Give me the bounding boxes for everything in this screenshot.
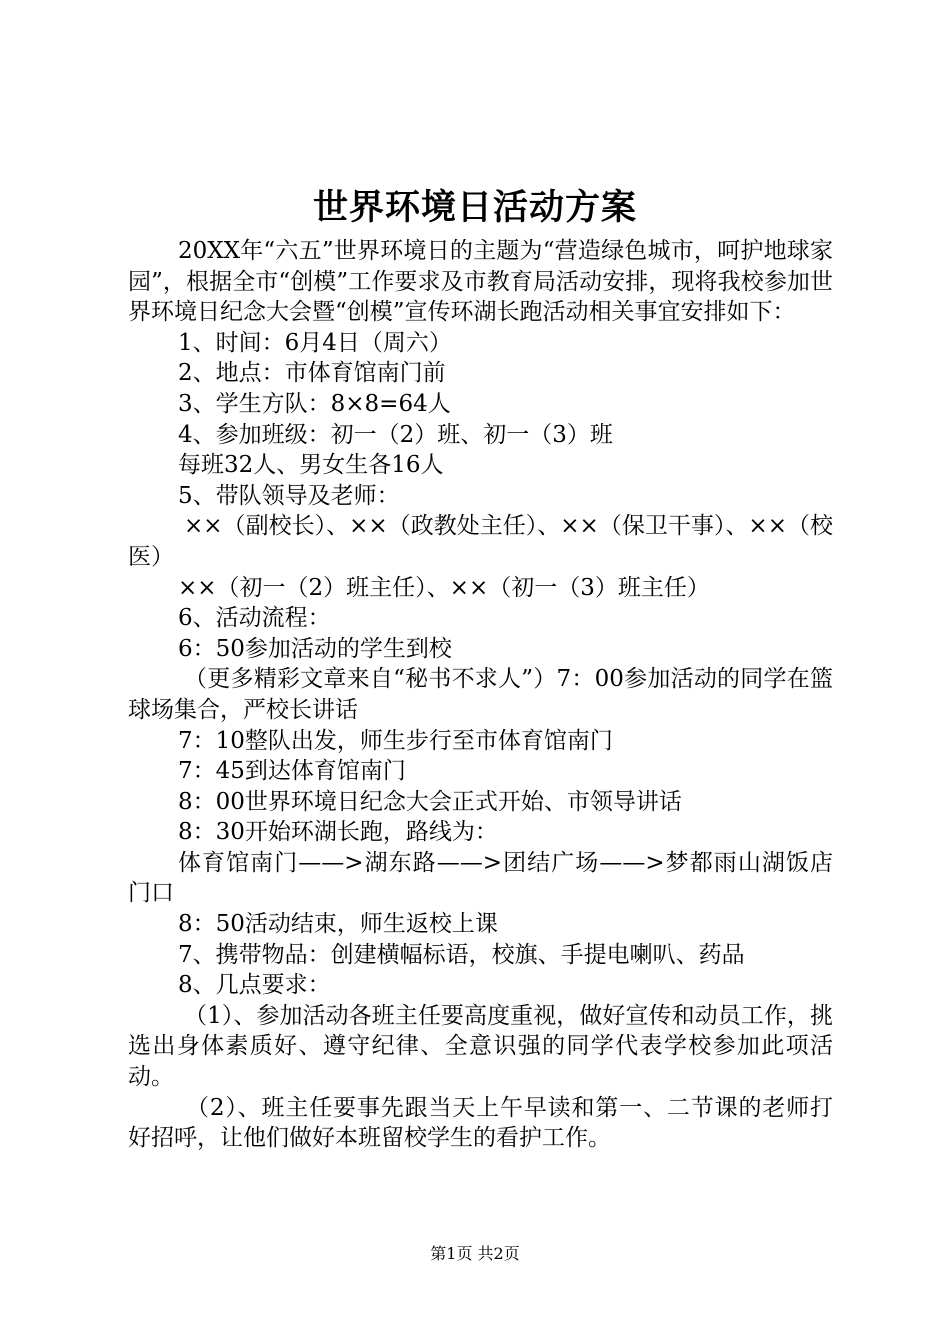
schedule-0745: 7：45到达体育馆南门 [178, 758, 406, 785]
item-supplies: 7、携带物品：创建横幅标语，校旗、手提电喇叭、药品 [178, 941, 745, 968]
schedule-0700: （更多精彩文章来自“秘书不求人”）7：00参加活动的同学在篮球场集合，严校长讲话 [128, 666, 833, 723]
schedule-0800: 8：00世界环境日纪念大会正式开始、市领导讲话 [178, 788, 682, 815]
leaders-list-1: ××（副校长）、××（政教处主任）、××（保卫干事）、××（校医） [128, 513, 833, 570]
route: 体育馆南门——>湖东路——>团结广场——>梦都雨山湖饭店门口 [128, 849, 833, 907]
page-number: 第1页 共2页 [430, 1244, 520, 1263]
schedule-0710: 7：10整队出发，师生步行至市体育馆南门 [178, 727, 613, 754]
requirement-1: （1）、参加活动各班主任要高度重视，做好宣传和动员工作，挑选出身体素质好、遵守纪律、全意识强的同学代表学校参加此项活动。 [128, 1002, 833, 1091]
schedule-0650: 6：50参加活动的学生到校 [178, 635, 452, 662]
requirement-2: （2）、班主任要事先跟当天上午早读和第一、二节课的老师打好招呼，让他们做好本班留校学生的看护工作。 [128, 1094, 833, 1152]
schedule-0850: 8：50活动结束，师生返校上课 [178, 911, 498, 938]
intro-paragraph: 20XX年“六五”世界环境日的主题为“营造绿色城市，呵护地球家园”，根据全市“创模”工作要求及市教育局活动安排，现将我校参加世界环境日纪念大会暨“创模”宣传环湖长跑活动相关事宜安排如下： [128, 238, 833, 326]
item-time: 1、时间：6月4日（周六） [178, 329, 452, 356]
item-leaders: 5、带队领导及老师： [178, 482, 400, 509]
item-classes: 4、参加班级：初一（2）班、初一（3）班 [178, 421, 613, 448]
item-location: 2、地点：市体育馆南门前 [178, 360, 446, 387]
document-body [128, 236, 833, 1154]
item-student-formation: 3、学生方队：8×8=64人 [178, 390, 451, 417]
item-schedule: 6、活动流程： [178, 605, 331, 632]
item-class-size: 每班32人、男女生各16人 [178, 452, 444, 479]
document-title: 世界环境日活动方案 [312, 187, 637, 228]
item-requirements: 8、几点要求： [178, 972, 331, 999]
leaders-list-2: ××（初一（2）班主任）、××（初一（3）班主任） [178, 574, 710, 601]
schedule-0830: 8：30开始环湖长跑，路线为： [178, 819, 498, 846]
